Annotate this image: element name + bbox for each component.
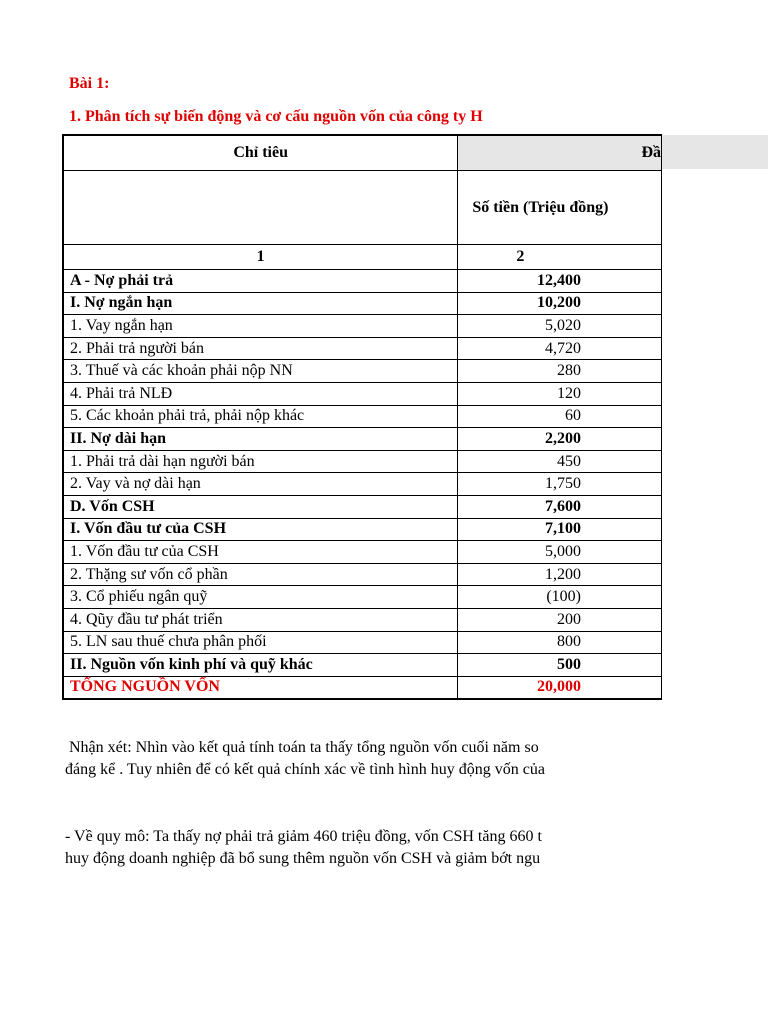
table-row: [63, 541, 662, 564]
row-label: 2. Phải trả người bán: [63, 337, 458, 360]
row-label: I. Vốn đầu tư của CSH: [63, 518, 458, 541]
row-value: 5,020: [458, 315, 662, 338]
exercise-heading: Bài 1:: [69, 75, 110, 92]
row-value: 7,600: [458, 495, 662, 518]
table-row: [63, 473, 662, 496]
table-row: [63, 608, 662, 631]
row-value: (100): [458, 586, 662, 609]
table-row: [63, 360, 662, 383]
row-label: II. Nợ dài hạn: [63, 428, 458, 451]
row-label: 1. Phải trả dài hạn người bán: [63, 450, 458, 473]
row-value: 800: [458, 631, 662, 654]
row-label: II. Nguồn vốn kinh phí và quỹ khác: [63, 654, 458, 677]
table-row: [63, 337, 662, 360]
table-index-row: [63, 245, 662, 270]
row-value: 4,720: [458, 337, 662, 360]
row-label: I. Nợ ngắn hạn: [63, 292, 458, 315]
table-row: [63, 270, 662, 293]
table-row: [63, 563, 662, 586]
table-row: [63, 518, 662, 541]
table-row: [63, 292, 662, 315]
table-row: [63, 382, 662, 405]
row-label: 1. Vốn đầu tư của CSH: [63, 541, 458, 564]
table-row: [63, 654, 662, 677]
row-label: 4. Qũy đầu tư phát triển: [63, 608, 458, 631]
remark-line-2: đáng kể . Tuy nhiên để có kết quả chính xác về tình hình huy động vốn của: [65, 761, 545, 778]
row-label: 5. LN sau thuế chưa phân phối: [63, 631, 458, 654]
remark-line-1: Nhận xét: Nhìn vào kết quả tính toán ta thấy tổng nguồn vốn cuối năm so: [65, 739, 539, 756]
row-value: 280: [458, 360, 662, 383]
scale-line-1: - Về quy mô: Ta thấy nợ phải trả giảm 460 triệu đồng, vốn CSH tăng 660 t: [65, 828, 542, 845]
row-value: 200: [458, 608, 662, 631]
row-value: 5,000: [458, 541, 662, 564]
row-value: 10,200: [458, 292, 662, 315]
total-row: [63, 676, 662, 699]
table-header-row: [63, 135, 662, 171]
row-value: 2,200: [458, 428, 662, 451]
total-value: 20,000: [458, 676, 662, 699]
remark-paragraph: [65, 737, 586, 781]
table-row: [63, 428, 662, 451]
row-value: 12,400: [458, 270, 662, 293]
capital-structure-table-wrapper: [62, 134, 661, 712]
row-value: 120: [458, 382, 662, 405]
row-value: 1,750: [458, 473, 662, 496]
table-subheader-row: [63, 171, 662, 245]
table-row: [63, 495, 662, 518]
subheader-empty-cell: [63, 171, 458, 245]
table-row: [63, 450, 662, 473]
section-title: 1. Phân tích sự biến động và cơ cấu nguồn vốn của công ty H: [69, 108, 483, 125]
row-value: 450: [458, 450, 662, 473]
row-label: 3. Thuế và các khoản phải nộp NN: [63, 360, 458, 383]
row-label: D. Vốn CSH: [63, 495, 458, 518]
row-value: 500: [458, 654, 662, 677]
index-col-1: 1: [63, 245, 458, 270]
row-label: 2. Vay và nợ dài hạn: [63, 473, 458, 496]
row-label: 5. Các khoản phải trả, phải nộp khác: [63, 405, 458, 428]
scale-line-2: huy động doanh nghiệp đã bổ sung thêm nguồn vốn CSH và giảm bớt ngu: [65, 850, 541, 867]
table-row: [63, 405, 662, 428]
subheader-amount: Số tiền (Triệu đồng): [458, 171, 662, 245]
capital-structure-table: [62, 134, 662, 700]
header-col-indicator: Chỉ tiêu: [63, 135, 458, 171]
index-col-2: 2: [458, 245, 662, 270]
row-label: 4. Phải trả NLĐ: [63, 382, 458, 405]
row-value: 60: [458, 405, 662, 428]
table-row: [63, 315, 662, 338]
row-value: 7,100: [458, 518, 662, 541]
row-label: 1. Vay ngắn hạn: [63, 315, 458, 338]
row-value: 1,200: [458, 563, 662, 586]
table-row: [63, 631, 662, 654]
row-label: 3. Cổ phiếu ngân quỹ: [63, 586, 458, 609]
scale-paragraph: [65, 826, 586, 870]
row-label: 2. Thặng sư vốn cổ phần: [63, 563, 458, 586]
header-col-period: Đầ: [458, 135, 662, 171]
table-row: [63, 586, 662, 609]
total-label: TỔNG NGUỒN VỐN: [63, 676, 458, 699]
row-label: A - Nợ phải trả: [63, 270, 458, 293]
